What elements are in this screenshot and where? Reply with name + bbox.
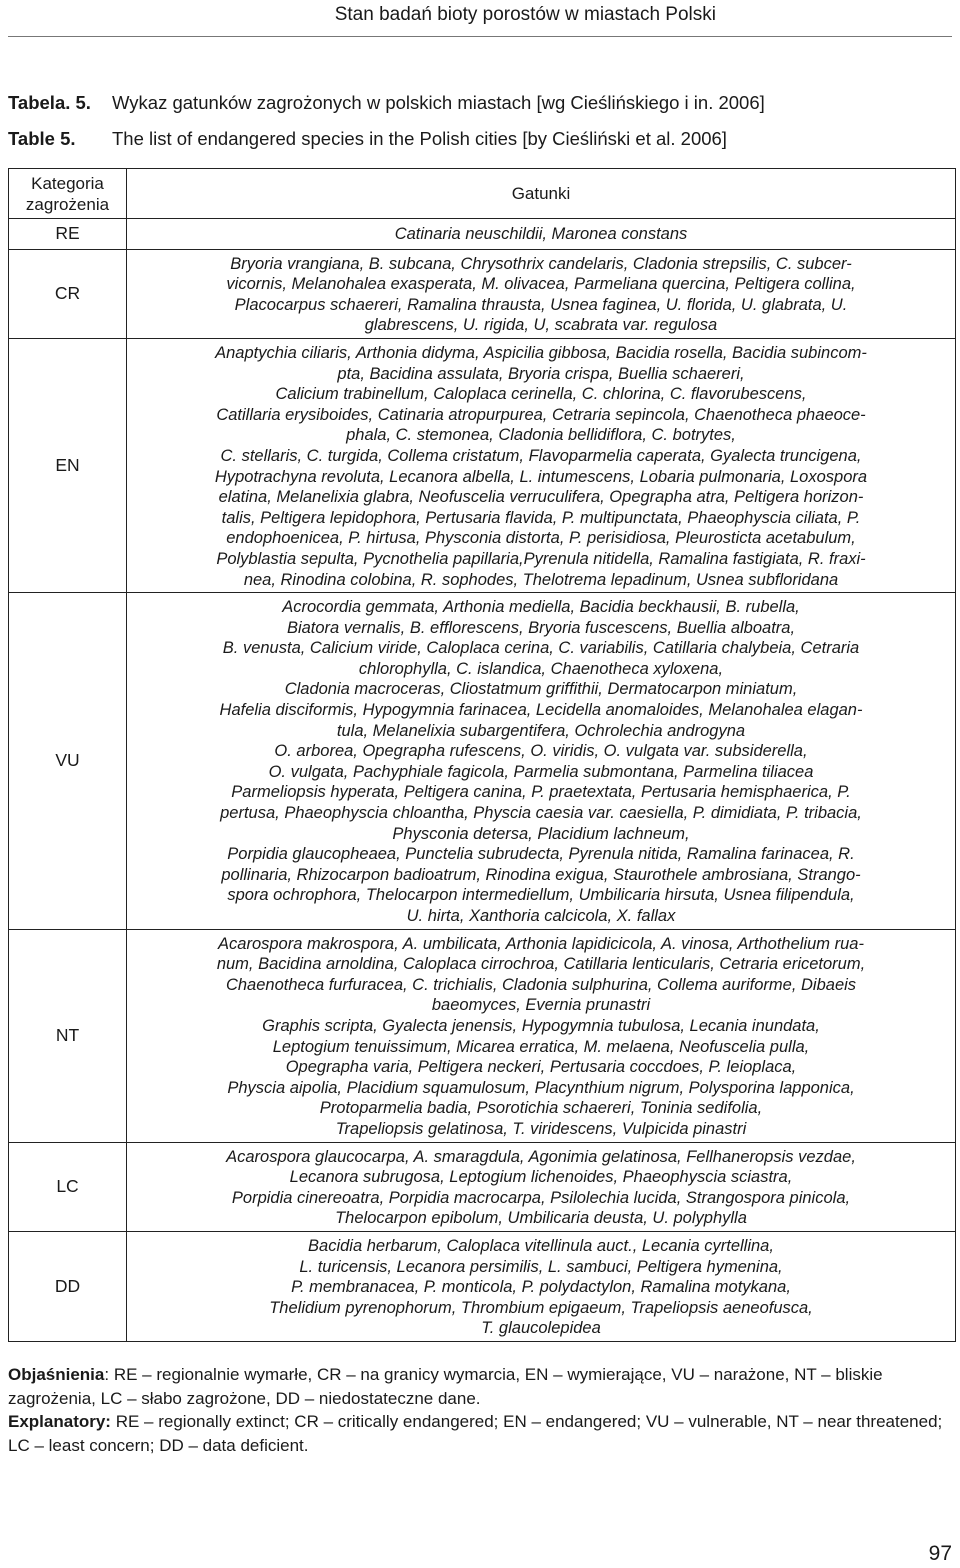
species-line: Polyblastia sepulta, Pycnothelia papillaria,Pyrenula nitidella, Ramalina fastigiata, R. fraxi- — [216, 549, 866, 568]
species-line: Porpidia cinereoatra, Porpidia macrocarpa, Psilolechia lucida, Strangospora pinicola, — [231, 1188, 851, 1207]
species-line: Cladonia macroceras, Cliostatmum griffithii, Dermatocarpon miniatum, — [284, 680, 798, 699]
running-title: Stan badań bioty porostów w miastach Polski — [334, 4, 716, 25]
species-line: Anaptychia ciliaris, Arthonia didyma, Aspicilia gibbosa, Bacidia rosella, Bacidia subincom- — [215, 343, 867, 362]
species-line: phala, C. stemonea, Cladonia bellidiflora, C. botrytes, — [346, 426, 736, 445]
notes-en — [8, 1410, 956, 1457]
species-line: O. arborea, Opegrapha rufescens, O. viridis, O. vulgata var. subsiderella, — [274, 742, 808, 761]
species-line: Bacidia herbarum, Caloplaca vitellinula auct., Lecania cyrtellina, — [308, 1236, 774, 1255]
species-line: Catillaria erysiboides, Catinaria atropurpurea, Cetraria sepincola, Chaenotheca phaeoce- — [216, 405, 866, 424]
table-body — [9, 219, 956, 1342]
species-line: chlorophylla, C. islandica, Chaenotheca xyloxena, — [358, 659, 724, 678]
column-header-species: Gatunki — [127, 169, 956, 219]
caption-label-pl: Tabela. 5. — [8, 92, 91, 113]
species-line: Thelidium pyrenophorum, Thrombium epigaeum, Trapeliopsis aeneofusca, — [269, 1298, 813, 1317]
species-line: pertusa, Phaeophyscia chloantha, Physcia caesia var. caesiella, P. dimidiata, P. tribacia, — [220, 804, 862, 823]
species-line: Acarospora glaucocarpa, A. smaragdula, Agonimia gelatinosa, Fellhaneropsis vezdae, — [226, 1147, 856, 1166]
species-line: Hafelia disciformis, Hypogymnia farinacea, Lecidella anomaloides, Melanohalea elagan- — [219, 701, 863, 720]
species-line: Porpidia glaucopheaea, Punctelia subrudecta, Pyrenula nitida, Ramalina farinacea, R. — [227, 845, 855, 864]
species-cell — [127, 593, 956, 930]
table-row — [9, 1231, 956, 1341]
species-line: Parmeliopsis hyperata, Peltigera canina, P. praetextata, Pertusaria hemisphaerica, P. — [231, 783, 851, 802]
table-row — [9, 929, 956, 1142]
species-line: pta, Bacidina assulata, Bryoria crispa, Buellia schaereri, — [337, 364, 745, 383]
caption-text-en: The list of endangered species in the Polish cities [by Cieśliński et al. 2006] — [112, 128, 727, 149]
species-line: U. hirta, Xanthoria calcicola, X. fallax — [406, 907, 676, 925]
category-cell: VU — [9, 593, 127, 930]
table-row — [9, 593, 956, 930]
notes-text-en: RE – regionally extinct; CR – critically endangered; EN – endangered; VU – vulnerable, NT – near threatened; LC – least concern; DD – data deficient. — [8, 1412, 943, 1455]
category-cell: RE — [9, 219, 127, 250]
table-row — [9, 338, 956, 592]
species-line: Chaenotheca furfuracea, C. trichialis, Cladonia sulphurina, Collema auriforme, Dibaeis — [225, 975, 857, 994]
species-cell — [127, 338, 956, 592]
category-cell: LC — [9, 1142, 127, 1231]
species-line: Lecanora subrugosa, Leptogium lichenoides, Phaeophyscia sciastra, — [289, 1168, 793, 1187]
species-line: Protoparmelia badia, Psorotichia schaereri, Toninia sedifolia, — [319, 1099, 763, 1118]
species-line: Physcia aipolia, Placidium squamulosum, Placynthium nigrum, Polysporina lapponica, — [227, 1078, 855, 1097]
species-line: Catinaria neuschildii, Maronea constans — [394, 225, 688, 243]
species-table — [8, 168, 956, 1342]
caption-label-en: Table 5. — [8, 128, 76, 149]
species-line: Leptogium tenuissimum, Micarea erratica, M. melaena, Neofuscelia pulla, — [272, 1037, 810, 1056]
species-cell — [127, 249, 956, 338]
notes-label-en: Explanatory: — [8, 1412, 111, 1431]
explanatory-notes — [8, 1363, 956, 1457]
species-line: Calicium trabinellum, Caloplaca cerinella, C. chlorina, C. flavorubescens, — [275, 385, 807, 404]
table-row — [9, 249, 956, 338]
species-line: Acarospora makrospora, A. umbilicata, Arthonia lapidicicola, A. vinosa, Arthothelium rua- — [218, 934, 864, 953]
species-cell — [127, 1231, 956, 1341]
category-cell: CR — [9, 249, 127, 338]
table-row — [9, 219, 956, 250]
header-divider — [8, 36, 952, 37]
species-line: talis, Peltigera lepidophora, Pertusaria flavida, P. multipunctata, Phaeophyscia ciliata, P. — [221, 508, 861, 527]
column-header-category: Kategoria zagrożenia — [9, 169, 127, 219]
species-line: Opegrapha varia, Peltigera neckeri, Pertusaria coccdoes, P. leioplaca, — [285, 1058, 797, 1077]
species-line: vicornis, Melanohalea exasperata, M. olivacea, Parmeliana quercina, Peltigera collina, — [226, 275, 856, 294]
species-line: T. glaucolepidea — [481, 1319, 601, 1338]
species-line: Hypotrachyna revoluta, Lecanora albella, L. intumescens, Lobaria pulmonaria, Loxospora — [214, 467, 868, 486]
species-cell — [127, 1142, 956, 1231]
species-line: Acrocordia gemmata, Arthonia mediella, Bacidia beckhausii, B. rubella, — [282, 598, 800, 617]
table-caption-pl — [8, 92, 765, 114]
species-line: spora ochrophora, Thelocarpon intermediellum, Umbilicaria hirsuta, Usnea filipendula, — [227, 886, 855, 905]
category-cell: NT — [9, 929, 127, 1142]
species-line: Trapeliopsis gelatinosa, T. viridescens, Vulpicida pinastri — [335, 1119, 747, 1138]
caption-text-pl: Wykaz gatunków zagrożonych w polskich miastach [wg Cieślińskiego i in. 2006] — [112, 92, 765, 113]
notes-text-pl: : RE – regionalnie wymarłe, CR – na granicy wymarcia, EN – wymierające, VU – narażone, NT – bliskie zagrożenia, LC – słabo zagrożone, DD – niedostateczne dane. — [8, 1365, 883, 1408]
species-line: O. vulgata, Pachyphiale fagicola, Parmelia submontana, Parmelina tiliacea — [268, 762, 814, 781]
page-number: 97 — [928, 1542, 952, 1565]
species-line: elatina, Melanelixia glabra, Neofuscelia verruculifera, Opegrapha atra, Peltigera horizon- — [218, 488, 864, 507]
species-line: B. venusta, Calicium viride, Caloplaca cerina, C. variabilis, Catillaria chalybeia, Cetraria — [222, 639, 860, 658]
species-line: Graphis scripta, Gyalecta jenensis, Hypogymnia tubulosa, Lecania inundata, — [262, 1016, 820, 1035]
species-line: endophoenicea, P. hirtusa, Physconia distorta, P. perisidiosa, Pleurosticta acetabulum, — [226, 529, 856, 548]
species-line: Thelocarpon epibolum, Umbilicaria deusta, U. polyphylla — [335, 1209, 747, 1228]
species-line: C. stellaris, C. turgida, Collema cristatum, Flavoparmelia caperata, Gyalecta truncigena, — [220, 446, 862, 465]
species-line: L. turicensis, Lecanora persimilis, L. sambuci, Peltigera hymenina, — [299, 1257, 783, 1276]
species-line: Biatora vernalis, B. efflorescens, Bryoria fuscescens, Buellia alboatra, — [286, 618, 796, 637]
species-line: pollinaria, Rhizocarpon badioatrum, Rinodina exigua, Staurothele ambrosiana, Strango- — [221, 865, 861, 884]
species-cell — [127, 219, 956, 250]
species-line: num, Bacidina arnoldina, Caloplaca cirrochroa, Catillaria lenticularis, Cetraria ericetorum, — [216, 955, 866, 974]
table-row — [9, 1142, 956, 1231]
species-cell — [127, 929, 956, 1142]
category-cell: EN — [9, 338, 127, 592]
table-caption-en — [8, 128, 727, 150]
species-line: Bryoria vrangiana, B. subcana, Chrysothrix candelaris, Cladonia strepsilis, C. subcer- — [230, 254, 852, 273]
notes-label-pl: Objaśnienia — [8, 1365, 105, 1384]
species-line: nea, Rinodina colobina, R. sophodes, Thelotrema lepadinum, Usnea subfloridana — [243, 570, 839, 589]
species-line: Physconia detersa, Placidium lachneum, — [392, 824, 690, 843]
species-line: baeomyces, Evernia prunastri — [431, 996, 651, 1015]
species-line: Placocarpus schaereri, Ramalina thrausta, Usnea faginea, U. florida, U. glabrata, U. — [234, 295, 848, 314]
category-cell: DD — [9, 1231, 127, 1341]
table-header-row — [9, 169, 956, 219]
notes-pl — [8, 1363, 956, 1410]
page-header — [0, 0, 960, 40]
species-line: P. membranacea, P. monticola, P. polydactylon, Ramalina motykana, — [291, 1278, 791, 1297]
species-line: glabrescens, U. rigida, U, scabrata var. regulosa — [364, 316, 718, 335]
species-line: tula, Melanelixia subargentifera, Ochrolechia androgyna — [336, 721, 746, 740]
